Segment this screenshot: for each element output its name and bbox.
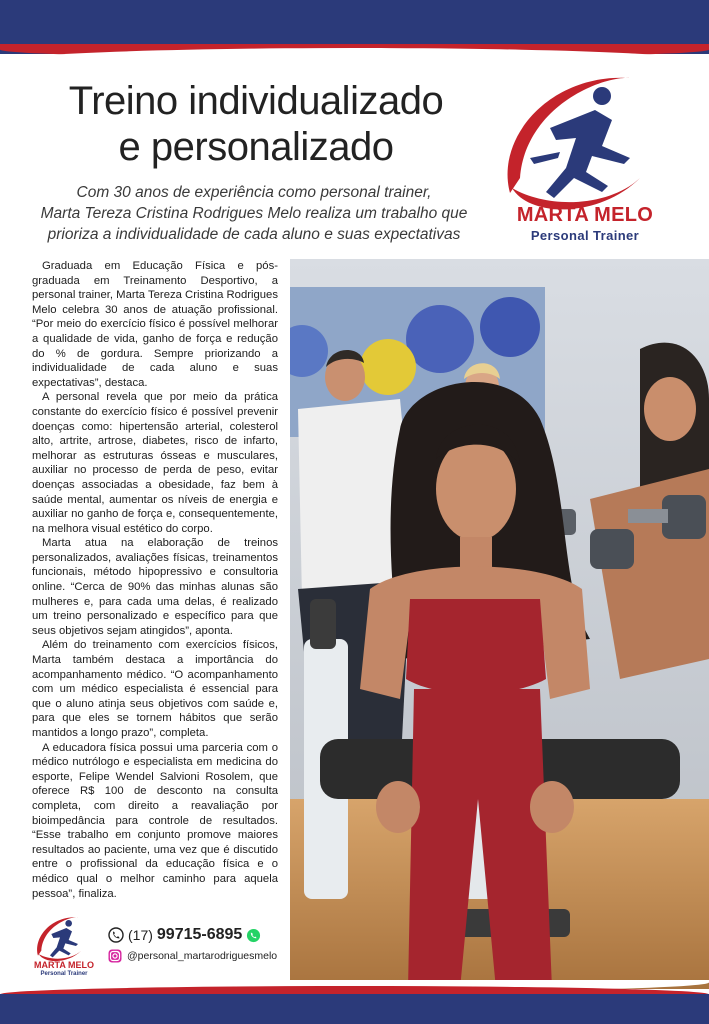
logo-small-name: MARTA MELO — [34, 960, 94, 970]
phone-area-code: (17) — [128, 927, 153, 943]
instagram-handle[interactable]: @personal_martarodriguesmelo — [127, 950, 278, 962]
logo-subtitle: Personal Trainer — [530, 228, 640, 243]
title-line-2: e personalizado — [118, 125, 394, 169]
subtitle-line-2: Marta Tereza Cristina Rodrigues Melo realiza um trabalho que — [40, 205, 468, 222]
title-line-1: Treino individualizado — [68, 79, 444, 123]
phone-contact — [108, 925, 261, 945]
phone-icon — [108, 927, 124, 943]
whatsapp-icon — [246, 928, 261, 943]
subtitle — [20, 182, 488, 245]
trainer-photo — [290, 259, 709, 989]
article-body — [32, 259, 278, 901]
article-paragraph: Graduada em Educação Física e pós-graduada em Treinamento Desportivo, a personal trainer, Marta Tereza Cristina Rodrigues Melo celebra 30 anos de atuação profissional. “Por meio do exercício físico é possível melhorar a qualidade de vida, ganho de força e redução do % de gordura. Sempre priorizando a individualidade de cada aluno e suas expectativas”, destaca. — [32, 260, 278, 389]
instagram-contact — [108, 948, 277, 964]
phone-number[interactable]: 99715-6895 — [156, 926, 243, 943]
subtitle-line-1: Com 30 anos de experiência como personal trainer, — [76, 184, 432, 201]
logo-small-subtitle: Personal Trainer — [40, 971, 88, 977]
subtitle-line-3: prioriza a individualidade de cada aluno e suas expectativas — [47, 226, 461, 243]
logo-name: MARTA MELO — [516, 204, 654, 226]
article-paragraph: Marta atua na elaboração de treinos personalizados, avaliações físicas, treinamentos funcionais, método hipopressivo e consultoria online. “Cerca de 90% das minhas alunas são mulheres e, para cada uma delas, é realizado um treino personalizado e específico para que seus objetivos sejam atingidos”, aponta. — [32, 537, 278, 637]
article-paragraph: A personal revela que por meio da prática constante do exercício físico é possível prevenir doenças como: hipertensão arterial, colesterol alto, artrite, artrose, diabetes, risco de infarto, melhorar as estruturas ósseas e musculares, auxiliar no processo de perda de peso, evitar doenças associadas a obesidade, faz bem à saúde mental, aumentar os níveis de energia e auxiliar no ganho de força e, consequentemente, na melhora visual estético do corpo. — [32, 391, 278, 535]
bottom-band — [0, 994, 709, 1024]
article-paragraph: A educadora física possui uma parceria com o médico nutrólogo e especialista em medicina do esporte, Felipe Wendel Salvioni Rosolem, que oferece R$ 100 de desconto na consulta completa, com direito a reavaliação por bioimpedância para controle de resultados. “Esse trabalho em conjunto promove maiores resultados ao paciente, uma vez que é discutido entre o profissional da educação física e o médico qual o melhor caminho para aquela pessoa”, finaliza. — [32, 741, 278, 900]
page-title — [26, 78, 486, 170]
instagram-icon — [108, 949, 122, 963]
article-paragraph: Além do treinamento com exercícios físicos, Marta também destaca a importância do acompanhamento médico. “O acompanhamento com um médico especialista é essencial para que o aluno atinja seus objetivos com saúde e, para que eles se tornem hábitos que serão mantidos a longo prazo”, completa. — [32, 639, 278, 739]
